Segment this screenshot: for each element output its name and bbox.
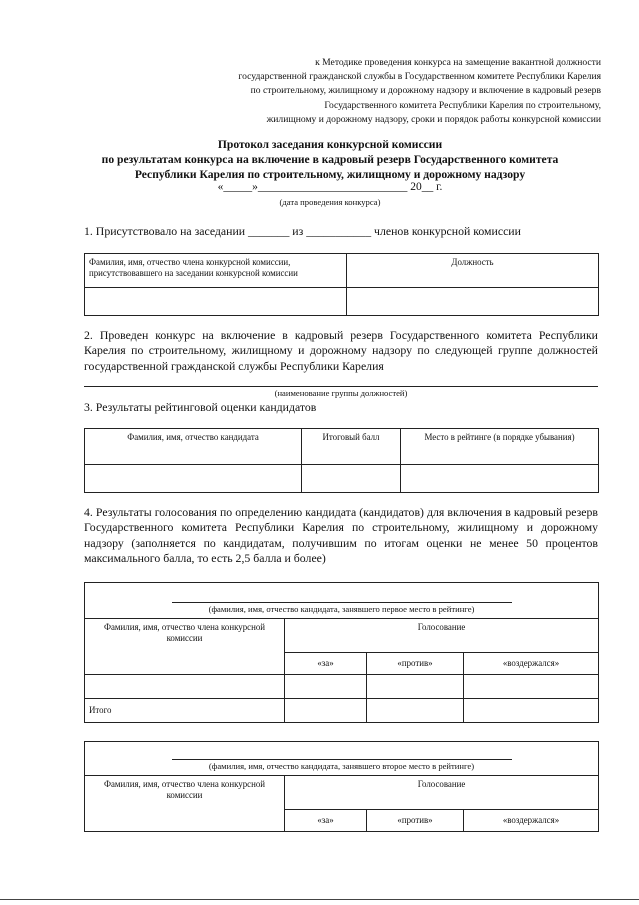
header-line: государственной гражданской службы в Государственном комитете Республики Карелия xyxy=(238,71,601,83)
date-caption: (дата проведения конкурса) xyxy=(279,197,381,207)
voting1-cell xyxy=(464,675,599,699)
voting-table-first xyxy=(84,582,599,723)
rating-cell xyxy=(85,465,302,493)
section1-text: 1. Присутствовало на заседании _______ из ___________ членов конкурсной комиссии xyxy=(84,224,521,238)
voting2-header-abstain: «воздержался» xyxy=(464,810,599,832)
title-line: Республики Карелия по строительному, жилищному и дорожному надзору xyxy=(134,167,526,181)
title-line: по результатам конкурса на включение в кадровый резерв Государственного комитета xyxy=(101,152,559,166)
page-edge-line xyxy=(0,899,639,900)
voting1-header-member: Фамилия, имя, отчество члена конкурсной комиссии xyxy=(85,619,285,675)
section3-text: 3. Результаты рейтинговой оценки кандидатов xyxy=(84,400,317,414)
attendance-table xyxy=(84,253,599,316)
rating-header-name: Фамилия, имя, отчество кандидата xyxy=(85,429,302,465)
voting1-total-label: Итого xyxy=(85,699,285,723)
rating-table xyxy=(84,428,599,493)
rating-header-score: Итоговый балл xyxy=(302,429,401,465)
voting1-cell xyxy=(367,675,464,699)
rating-cell xyxy=(401,465,599,493)
voting-table-second xyxy=(84,741,599,832)
voting2-header-against: «против» xyxy=(367,810,464,832)
attendance-cell xyxy=(347,288,599,316)
second-candidate-caption: (фамилия, имя, отчество кандидата, занявшего второе место в рейтинге) xyxy=(172,759,512,772)
header-line: по строительному, жилищному и дорожному надзору и включение в кадровый резерв xyxy=(250,85,601,97)
appendix-header xyxy=(161,56,601,127)
voting1-cell xyxy=(85,675,285,699)
group-name-caption: (наименование группы должностей) xyxy=(274,388,408,398)
voting1-cell xyxy=(285,675,367,699)
rating-header-place: Место в рейтинге (в порядке убывания) xyxy=(401,429,599,465)
voting2-header-voting: Голосование xyxy=(285,776,599,810)
voting1-header-for: «за» xyxy=(285,653,367,675)
document-title xyxy=(60,138,600,182)
header-line: жилищному и дорожному надзору, сроки и порядок работы конкурсной комиссии xyxy=(266,113,601,125)
header-line: к Методике проведения конкурса на замещение вакантной должности xyxy=(315,57,601,68)
first-candidate-caption: (фамилия, имя, отчество кандидата, занявшего первое место в рейтинге) xyxy=(172,602,512,615)
voting2-header-member: Фамилия, имя, отчество члена конкурсной комиссии xyxy=(85,776,285,832)
second-candidate-row xyxy=(85,742,599,776)
attendance-header-position: Должность xyxy=(347,254,599,288)
attendance-header-name: Фамилия, имя, отчество члена конкурсной комиссии, присутствовавшего на заседании конкурсной комиссии xyxy=(85,254,347,288)
voting1-header-against: «против» xyxy=(367,653,464,675)
voting1-cell xyxy=(367,699,464,723)
date-line: «_____»__________________________ 20__ г. xyxy=(217,181,443,193)
voting1-cell xyxy=(464,699,599,723)
title-line: Протокол заседания конкурсной комиссии xyxy=(217,138,443,151)
voting2-header-for: «за» xyxy=(285,810,367,832)
voting1-header-voting: Голосование xyxy=(285,619,599,653)
header-line: Государственного комитета Республики Карелия по строительному, xyxy=(324,99,601,111)
voting1-cell xyxy=(285,699,367,723)
group-name-line xyxy=(84,386,598,387)
voting1-header-abstain: «воздержался» xyxy=(464,653,599,675)
attendance-cell xyxy=(85,288,347,316)
rating-cell xyxy=(302,465,401,493)
first-candidate-row xyxy=(85,583,599,619)
section4-text: 4. Результаты голосования по определению кандидата (кандидатов) для включения в кадровый резерв Государственного комитета Республики Карелия по строительному, жилищному и дорожному надзору (заполняется по кандидатам, получившим по итогам оценки не менее 50 процентов максимального балла, то есть 2,5 балла и более) xyxy=(84,505,598,566)
section2-text: 2. Проведен конкурс на включение в кадровый резерв Государственного комитета Республики Карелия по строительному, жилищному и дорожному надзору по следующей группе должностей государственной гражданской службы Республики Карелия xyxy=(84,328,598,373)
